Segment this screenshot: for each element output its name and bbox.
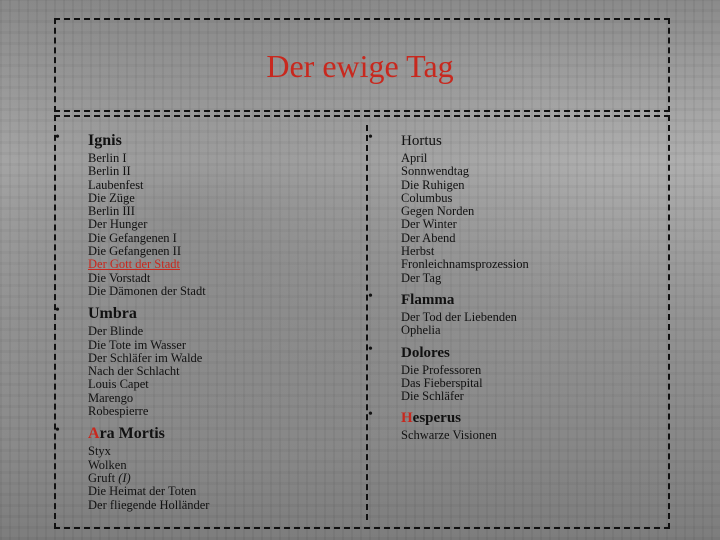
- list-item: Berlin II: [88, 164, 131, 179]
- list-item: Gegen Norden: [401, 204, 475, 219]
- poem-list: [401, 311, 668, 338]
- list-item: Nach der Schlacht: [88, 364, 180, 379]
- list-item: Der Schläfer im Walde: [88, 350, 203, 365]
- list-item: Laubenfest: [88, 177, 144, 192]
- list-item: Der Abend: [401, 230, 456, 245]
- list-item: Herbst: [401, 244, 435, 259]
- poem-list: [88, 445, 355, 511]
- item-text: Gruft: [88, 470, 116, 485]
- item-suffix: (I): [118, 470, 131, 485]
- bullet-icon: •: [368, 407, 373, 423]
- list-item: Der Winter: [401, 217, 457, 232]
- poem-list: [88, 325, 355, 418]
- poem-list: [88, 152, 355, 298]
- list-item: Berlin I: [88, 151, 127, 165]
- list-item: Der Hunger: [88, 217, 148, 232]
- left-column: [55, 130, 355, 512]
- list-item: April: [401, 151, 428, 165]
- list-item: Ophelia: [401, 323, 441, 338]
- section-hesperus: [368, 407, 668, 442]
- bullet-icon: •: [55, 130, 60, 145]
- list-item: Die Dämonen der Stadt: [88, 283, 206, 298]
- list-item: Der Tod der Liebenden: [401, 309, 517, 324]
- section-ignis: [55, 130, 355, 298]
- poem-list: [401, 429, 668, 442]
- section-heading: [88, 423, 355, 445]
- section-dolores: [368, 342, 668, 404]
- list-item: Sonnwendtag: [401, 164, 470, 179]
- heading-initial: H: [401, 410, 413, 427]
- list-item: Berlin III: [88, 204, 135, 219]
- slide-title: Der ewige Tag: [266, 48, 454, 84]
- list-item: Der Blinde: [88, 324, 144, 339]
- list-item: Robespierre: [88, 404, 149, 419]
- list-item: Der fliegende Holländer: [88, 497, 210, 512]
- poem-list: [401, 152, 668, 285]
- list-item-link[interactable]: Der Gott der Stadt: [88, 257, 180, 272]
- list-item: Der Tag: [401, 270, 442, 285]
- list-item: Die Züge: [88, 190, 135, 205]
- list-item: Die Gefangenen II: [88, 244, 182, 259]
- section-heading: Umbra: [88, 305, 137, 323]
- list-item: Die Ruhigen: [401, 177, 465, 192]
- poem-list: [401, 364, 668, 404]
- bullet-icon: •: [368, 130, 373, 145]
- heading-rest: ra Mortis: [99, 425, 165, 443]
- bullet-icon: •: [368, 288, 373, 304]
- section-heading: Hortus: [401, 133, 442, 149]
- list-item: Schwarze Visionen: [401, 428, 497, 443]
- list-item: Die Vorstadt: [88, 270, 151, 285]
- section-heading: Flamma: [401, 291, 455, 308]
- list-item: Fronleichnamsprozession: [401, 257, 529, 272]
- section-heading: Dolores: [401, 344, 450, 361]
- section-heading: Ignis: [88, 132, 122, 149]
- bullet-icon: •: [55, 423, 60, 439]
- list-item: Das Fieberspital: [401, 375, 483, 390]
- bullet-icon: •: [55, 303, 60, 319]
- list-item: Die Professoren: [401, 362, 482, 377]
- heading-rest: esperus: [412, 410, 462, 427]
- section-heading: [401, 407, 668, 429]
- list-item: Die Schläfer: [401, 389, 464, 404]
- list-item: Die Gefangenen I: [88, 230, 177, 245]
- section-flamma: [368, 289, 668, 338]
- bullet-icon: •: [368, 341, 373, 357]
- section-umbra: [55, 303, 355, 418]
- section-ara-mortis: [55, 423, 355, 511]
- list-item: Marengo: [88, 390, 134, 405]
- list-item: Die Heimat der Toten: [88, 484, 197, 499]
- list-item: Styx: [88, 444, 111, 459]
- section-hortus: [368, 130, 668, 285]
- right-column: [368, 130, 668, 443]
- list-item: Columbus: [401, 190, 453, 205]
- list-item: Louis Capet: [88, 377, 149, 392]
- heading-initial: A: [88, 425, 100, 443]
- list-item: Wolken: [88, 457, 127, 472]
- list-item: Die Tote im Wasser: [88, 337, 186, 352]
- list-item: [88, 472, 355, 485]
